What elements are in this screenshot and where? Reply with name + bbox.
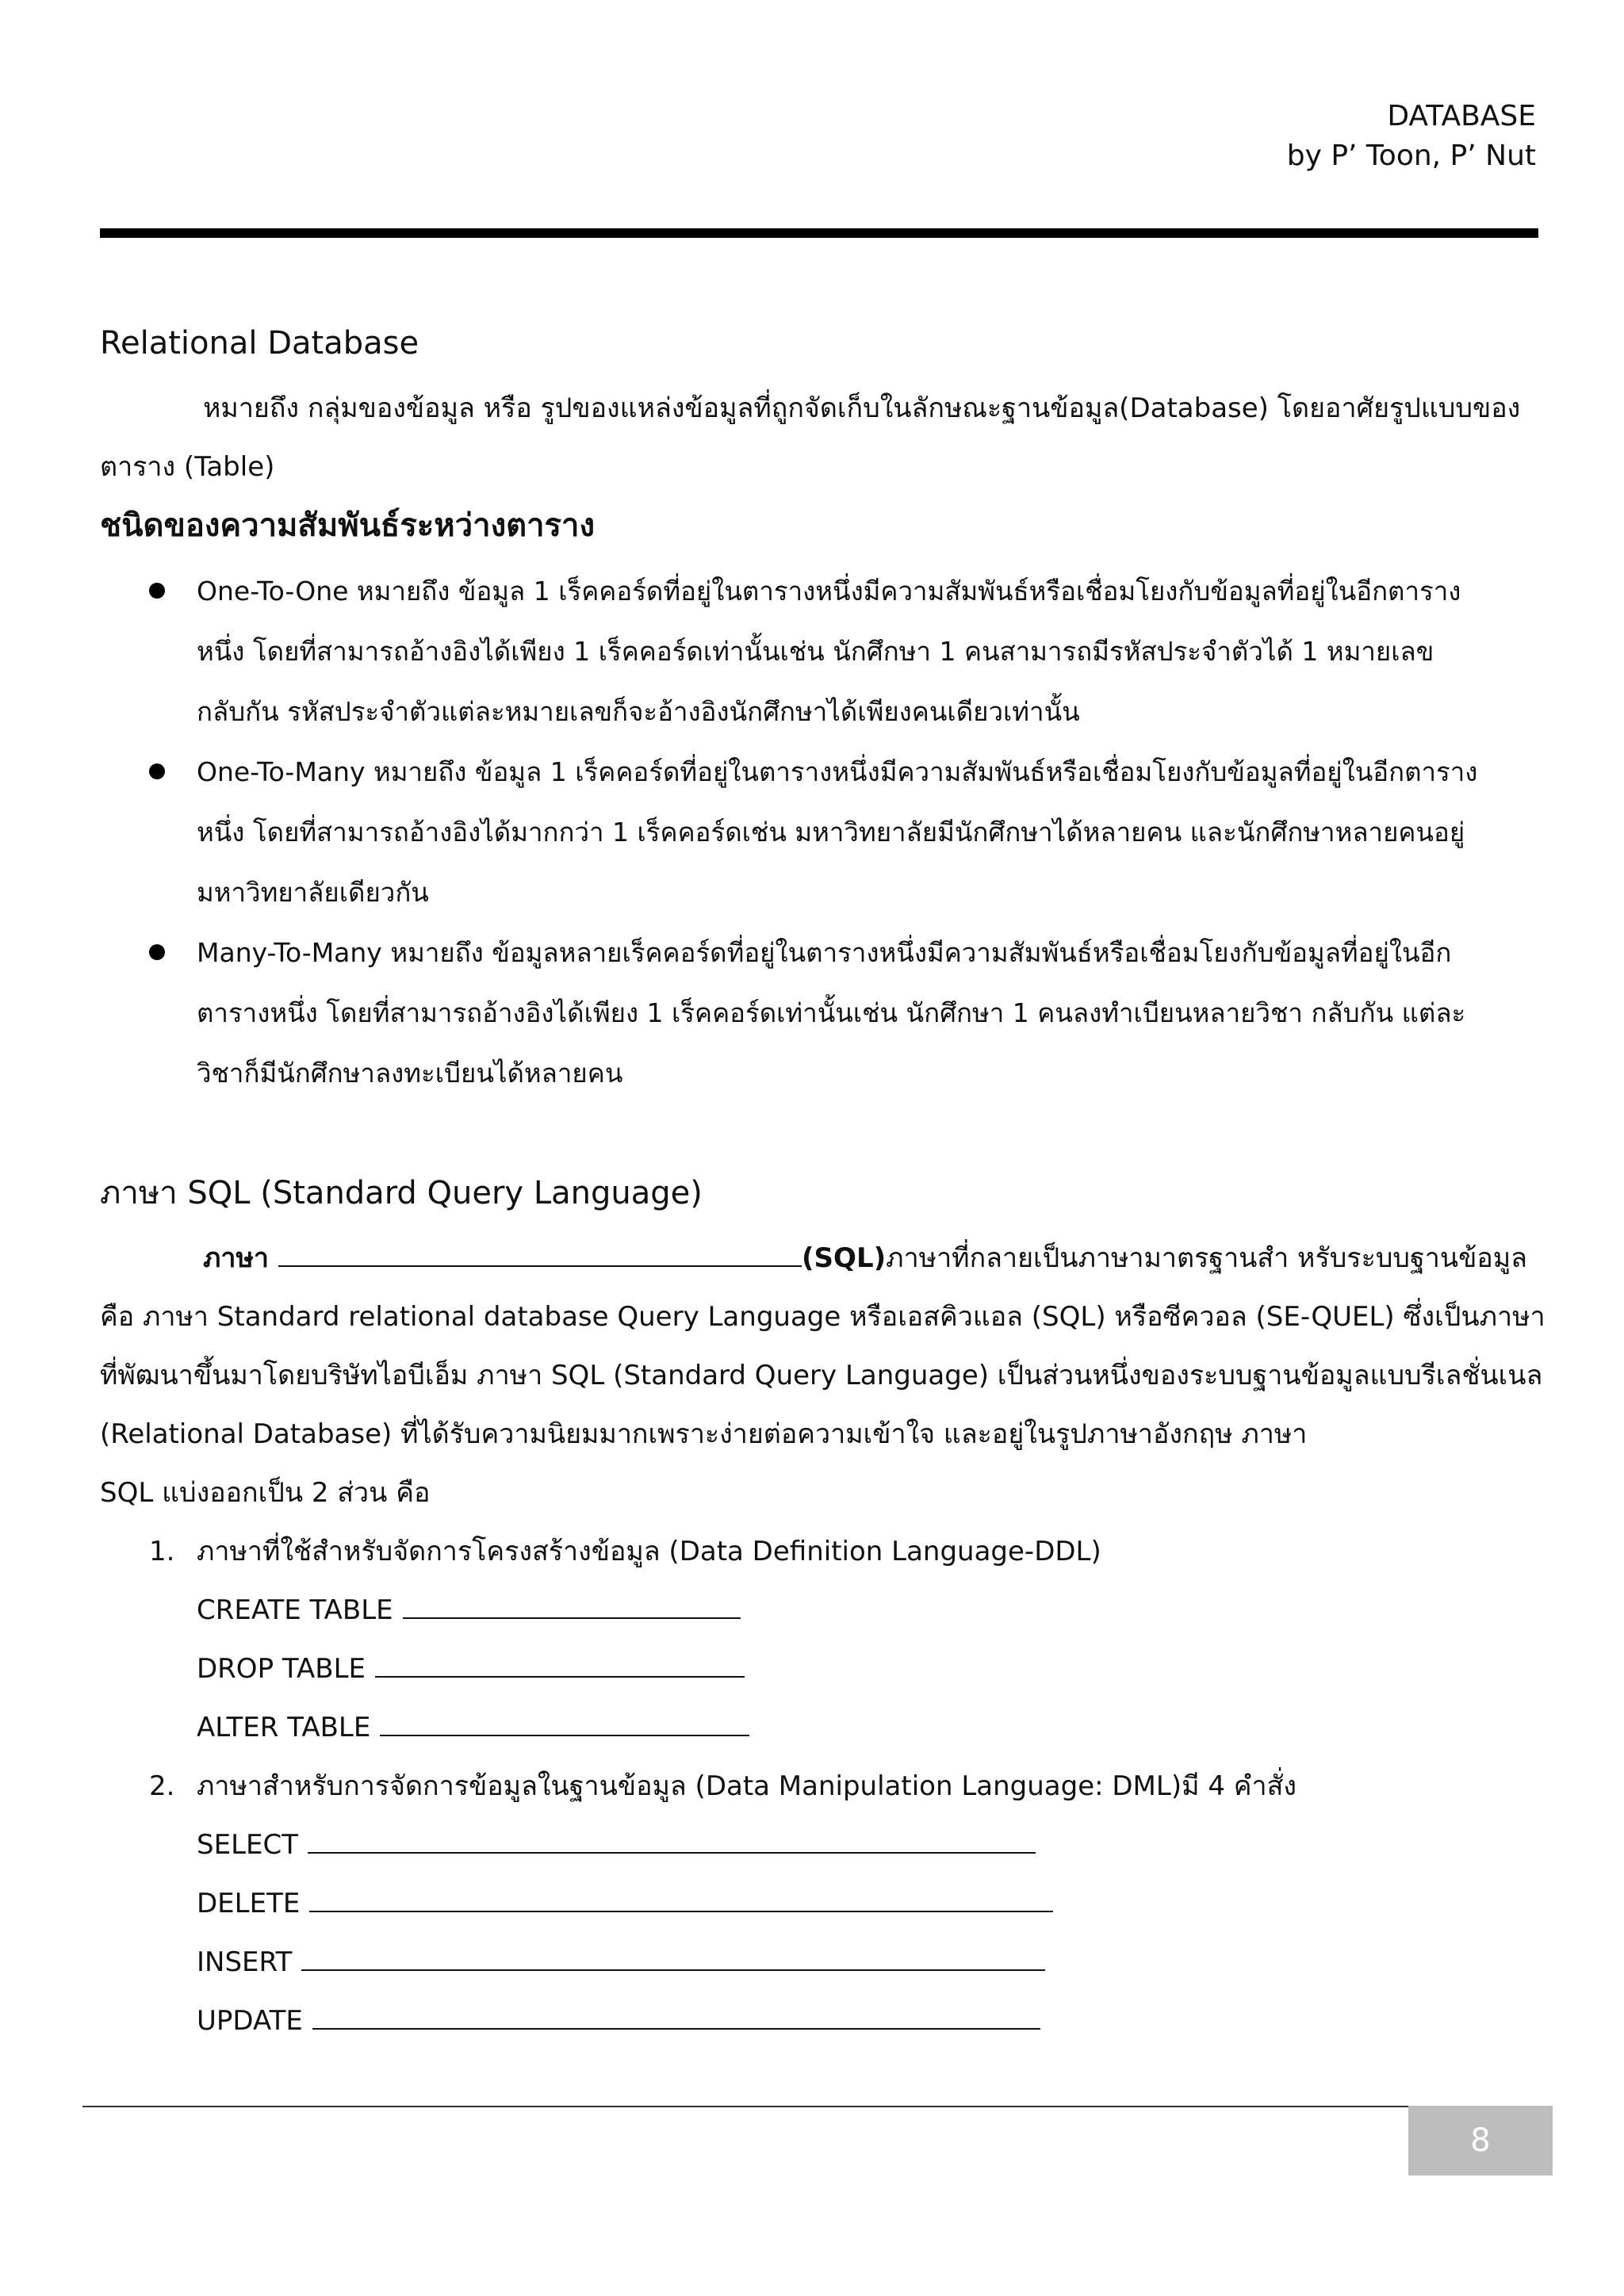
definition-line: หมายถึง กลุ่มของข้อมูล หรือ รูปของแหล่งข้อมูลที่ถูกจัดเก็บในลักษณะฐานข้อมูล(Database) โดยอาศัยรูปแบบของ: [203, 392, 1521, 424]
list-item: One-To-One หมายถึง ข้อมูล 1 เร็คคอร์ดที่อยู่ในตารางหนึ่งมีความสัมพันธ์หรือเชื่อมโยงกับข้อมูลที่อยู่ในอีกตาราง หนึ่ง โดยที่สามารถอ้างอิงได้เพียง 1 เร็คคอร์ดเท่านั้นเช่น นักศึกษา 1 คนสามารถมีรหัสประจำตัวได้ 1 หมายเลข กลับกัน รหัสประจำตัวแต่ละหมายเลขก็จะอ้างอิงนักศึกษาได้เพียงคนเดียวเท่านั้น: [100, 561, 1527, 742]
sql-desc-line: (Relational Database) ที่ได้รับความนิยมมากเพราะง่ายต่อความเข้าใจ และอยู่ในรูปภาษาอังกฤษ ภาษา: [100, 1418, 1308, 1450]
sql-abbr: (SQL): [802, 1242, 887, 1274]
sql-intro-line: ภาษา (SQL)ภาษาที่กลายเป็นภาษามาตรฐานสำ หรับระบบฐานข้อมูล: [100, 1229, 1527, 1288]
definition-line: ตาราง (Table): [100, 451, 275, 483]
fill-in-blank: [308, 1825, 1036, 1854]
header-title: DATABASE: [1387, 100, 1536, 132]
fill-in-blank: [375, 1649, 745, 1678]
command-row: ALTER TABLE: [100, 1698, 1527, 1757]
command-row: SELECT: [100, 1816, 1527, 1874]
relational-heading: Relational Database: [100, 325, 419, 362]
sql-term-label: ภาษา: [203, 1242, 270, 1274]
relationship-types-heading: ชนิดของความสัมพันธ์ระหว่างตาราง: [100, 507, 596, 544]
list-item: Many-To-Many หมายถึง ข้อมูลหลายเร็คคอร์ดที่อยู่ในตารางหนึ่งมีความสัมพันธ์หรือเชื่อมโยงกับข้อมูลที่อยู่ในอีก ตารางหนึ่ง โดยที่สามารถอ้างอิงได้เพียง 1 เร็คคอร์ดเท่านั้นเช่น นักศึกษา 1 คนลงทำเบียนหลายวิชา กลับกัน แต่ละ วิชาก็มีนักศึกษาลงทะเบียนได้หลายคน: [100, 923, 1527, 1104]
fill-in-blank: [301, 1942, 1045, 1971]
sql-description: [100, 1229, 1545, 1522]
sql-heading: ภาษา SQL (Standard Query Language): [100, 1175, 703, 1211]
fill-in-blank: [278, 1238, 802, 1267]
list-item: One-To-Many หมายถึง ข้อมูล 1 เร็คคอร์ดที่อยู่ในตารางหนึ่งมีความสัมพันธ์หรือเชื่อมโยงกับข้อมูลที่อยู่ในอีกตาราง หนึ่ง โดยที่สามารถอ้างอิงได้มากกว่า 1 เร็คคอร์ดเช่น มหาวิทยาลัยมีนักศึกษาได้หลายคน และนักศึกษาหลายคนอยู่ มหาวิทยาลัยเดียวกัน: [100, 742, 1527, 923]
sql-parts-list: [100, 1522, 1527, 2050]
fill-in-blank: [312, 2001, 1040, 2030]
sql-desc-line: คือ ภาษา Standard relational database Query Language หรือเอสคิวแอล (SQL) หรือซีควอล (SE-QUEL) ซึ่งเป็นภาษา: [100, 1301, 1545, 1333]
fill-in-blank: [403, 1590, 741, 1619]
fill-in-blank: [380, 1708, 749, 1736]
bullet-icon: [149, 583, 165, 599]
numbered-item: 1. ภาษาที่ใช้สำหรับจัดการโครงสร้างข้อมูล (Data Definition Language-DDL): [149, 1536, 1101, 1567]
bullet-icon: [149, 763, 165, 779]
command-row: DELETE: [100, 1874, 1527, 1933]
header-divider: [100, 228, 1538, 238]
footer-divider: [82, 2106, 1408, 2107]
command-row: UPDATE: [100, 1992, 1527, 2050]
page-header: [1287, 97, 1536, 176]
command-row: DROP TABLE: [100, 1640, 1527, 1698]
sql-desc-line: ที่พัฒนาขึ้นมาโดยบริษัทไอบีเอ็ม ภาษา SQL (Standard Query Language) เป็นส่วนหนึ่งของระบบฐานข้อมูลแบบรีเลชั่นเนล: [100, 1360, 1543, 1391]
sql-desc-line: SQL แบ่งออกเป็น 2 ส่วน คือ: [100, 1477, 431, 1509]
bullet-icon: [149, 944, 165, 960]
fill-in-blank: [309, 1884, 1053, 1912]
header-authors: by P’ Toon, P’ Nut: [1286, 140, 1536, 172]
relational-definition: [100, 379, 1527, 496]
page-number: 8: [1408, 2106, 1553, 2175]
command-row: CREATE TABLE: [100, 1581, 1527, 1640]
numbered-item: 2. ภาษาสำหรับการจัดการข้อมูลในฐานข้อมูล (Data Manipulation Language: DML)มี 4 คำสั่ง: [149, 1770, 1297, 1802]
command-row: INSERT: [100, 1933, 1527, 1992]
relationship-types-list: [100, 561, 1527, 1104]
